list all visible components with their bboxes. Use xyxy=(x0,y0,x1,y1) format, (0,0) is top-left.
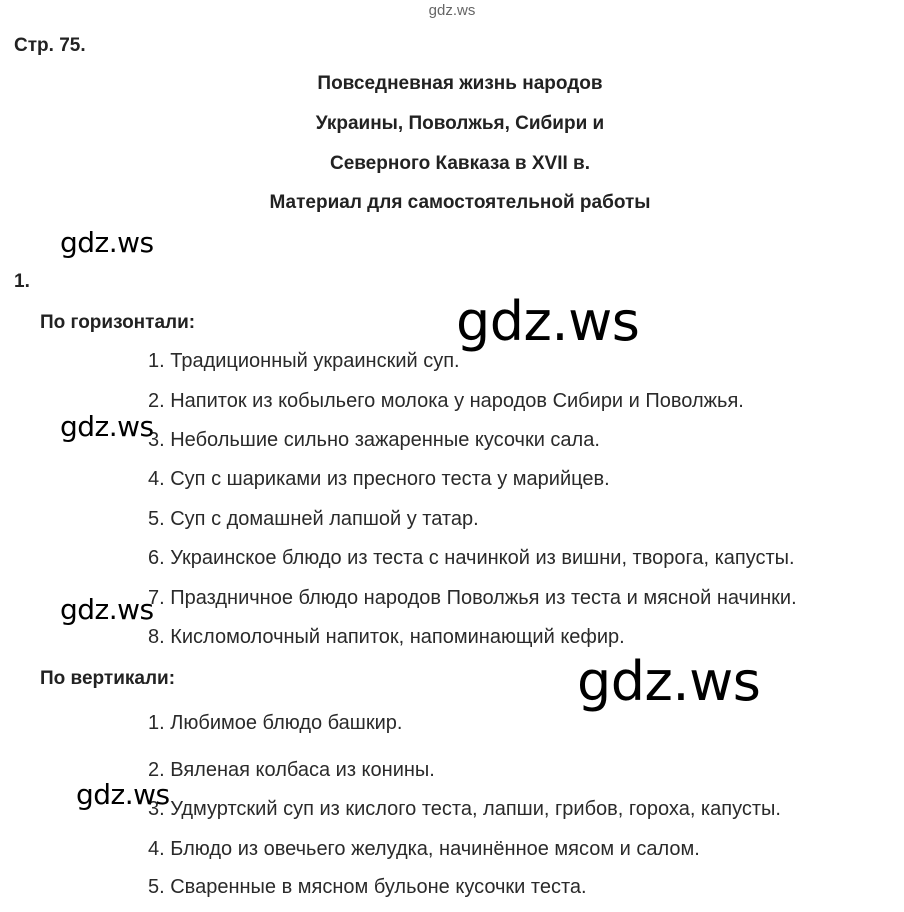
title-line-2: Украины, Поволжья, Сибири и xyxy=(315,113,605,134)
vertical-clue: 4. Блюдо из овечьего желудка, начинённое мясом и салом. xyxy=(148,838,700,860)
horizontal-clue: 6. Украинское блюдо из теста с начинкой из вишни, творога, капусты. xyxy=(148,547,795,569)
title-subtitle: Материал для самостоятельной работы xyxy=(269,192,651,213)
horizontal-heading: По горизонтали: xyxy=(40,312,196,333)
watermark: gdz.ws xyxy=(76,778,170,811)
horizontal-clue: 7. Праздничное блюдо народов Поволжья из теста и мясной начинки. xyxy=(148,587,797,609)
watermark: gdz.ws xyxy=(577,650,761,713)
horizontal-clue: 3. Небольшие сильно зажаренные кусочки сала. xyxy=(148,429,600,451)
vertical-clue: 2. Вяленая колбаса из конины. xyxy=(148,759,435,781)
watermark: gdz.ws xyxy=(60,410,154,443)
vertical-clue: 3. Удмуртский суп из кислого теста, лапши, грибов, гороха, капусты. xyxy=(148,798,781,820)
vertical-clue: 1. Любимое блюдо башкир. xyxy=(148,712,403,734)
watermark: gdz.ws xyxy=(60,226,154,259)
watermark: gdz.ws xyxy=(60,593,154,626)
horizontal-clue: 8. Кисломолочный напиток, напоминающий кефир. xyxy=(148,626,625,648)
page-reference: Стр. 75. xyxy=(14,35,86,56)
task-number: 1. xyxy=(14,271,30,292)
top-watermark: gdz.ws xyxy=(428,2,476,19)
horizontal-clue: 2. Напиток из кобыльего молока у народов Сибири и Поволжья. xyxy=(148,390,744,412)
horizontal-clue: 1. Традиционный украинский суп. xyxy=(148,350,460,372)
title-line-1: Повседневная жизнь народов xyxy=(317,73,603,94)
watermark: gdz.ws xyxy=(456,290,640,353)
vertical-clue: 5. Сваренные в мясном бульоне кусочки теста. xyxy=(148,876,587,898)
horizontal-clue: 4. Суп с шариками из пресного теста у марийцев. xyxy=(148,468,610,490)
title-line-3: Северного Кавказа в XVII в. xyxy=(329,153,591,174)
horizontal-clue: 5. Суп с домашней лапшой у татар. xyxy=(148,508,479,530)
vertical-heading: По вертикали: xyxy=(40,668,176,689)
